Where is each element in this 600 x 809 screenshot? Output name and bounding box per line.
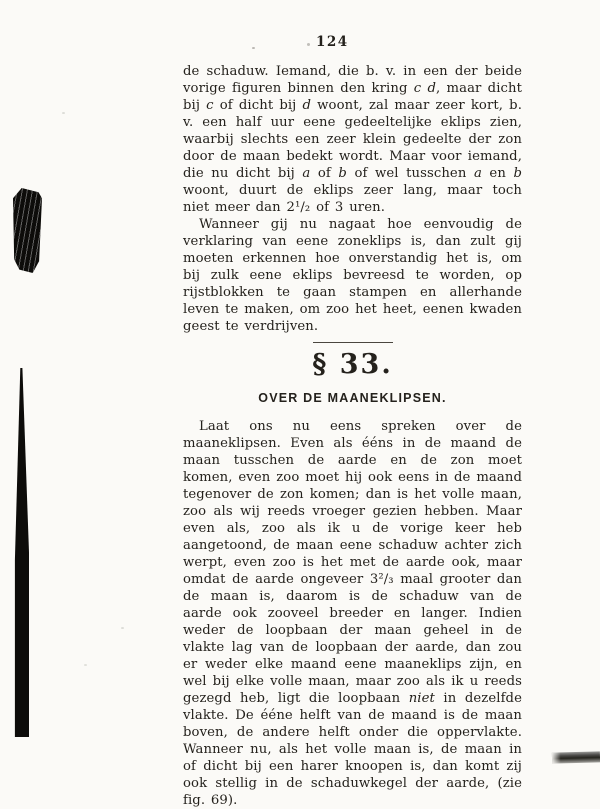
section-divider [313,342,393,343]
scan-gutter-shadow-artifact [14,368,29,737]
paragraph-maaneklipsen: Laat ons nu eens spreken over de maaneklipsen. Even als ééns in de maand de maan tusschen de aarde en de zon moet komen, even zoo moet hij ook eens in de maand tegenover de zon komen; dan is het volle maan, zoo als wij reeds vroeger gezien hebben. Maar even als, zoo als ik u de vorige keer heb aangetoond, de maan eene schaduw achter zich werpt, even zoo is het met de aarde ook, maar omdat de aarde ongeveer 3²/₃ maal grooter dan de maan is, daarom is de schaduw van de aarde ook zooveel breeder en langer. Indien weder de loopbaan der maan geheel in de vlakte lag van de loopbaan der aarde, dan zou er weder elke maand eene maaneklips zijn, en wel bij elke volle maan, maar zoo als ik u reeds gezegd heb, ligt die loopbaan niet in dezelfde vlakte. De ééne helft van de maand is de maan boven, de andere helft onder die oppervlakte. Wanneer nu, als het volle maan is, de maan in of dicht bij een harer knoopen is, dan komt zij ook stellig in de schaduwkegel der aarde, (zie fig. 69). [183,419,522,808]
text-column [183,63,522,809]
scan-speck [62,112,65,114]
scan-speck [252,47,255,49]
section-subheading: OVER DE MAANEKLIPSEN. [258,391,447,405]
scan-speck [307,43,310,46]
paragraph-continued: de schaduw. Iemand, die b. v. in een der beide vorige figuren binnen den kring c d, maar dicht bij c of dicht bij d woont, zal maar zeer kort, b. v. een half uur eene gedeeltelijke eklips zien, waarbij slechts een zeer klein gedeelte der zon door de maan bedekt wordt. Maar voor iemand, die nu dicht bij a of b of wel tusschen a en b woont, duurt de eklips zeer lang, maar toch niet meer dan 2¹/₂ of 3 uren. [183,64,522,215]
scan-smudge-artifact [13,188,42,273]
scan-speck [84,664,87,666]
paragraph-zoneklips: Wanneer gij nu nagaat hoe eenvoudig de verklaring van eene zoneklips is, dan zult gij moeten erkennen hoe onverstandig het is, om bij zulk eene eklips bevreesd te worden, op rijstblokken te gaan stampen en allerhande leven te maken, om zoo het heet, eenen kwaden geest te verdrijven. [183,217,522,334]
section-heading: § 33. [312,349,393,380]
scan-speck [121,627,124,629]
scan-edge-shadow-artifact [552,751,600,763]
page-number: 124 [316,34,349,50]
